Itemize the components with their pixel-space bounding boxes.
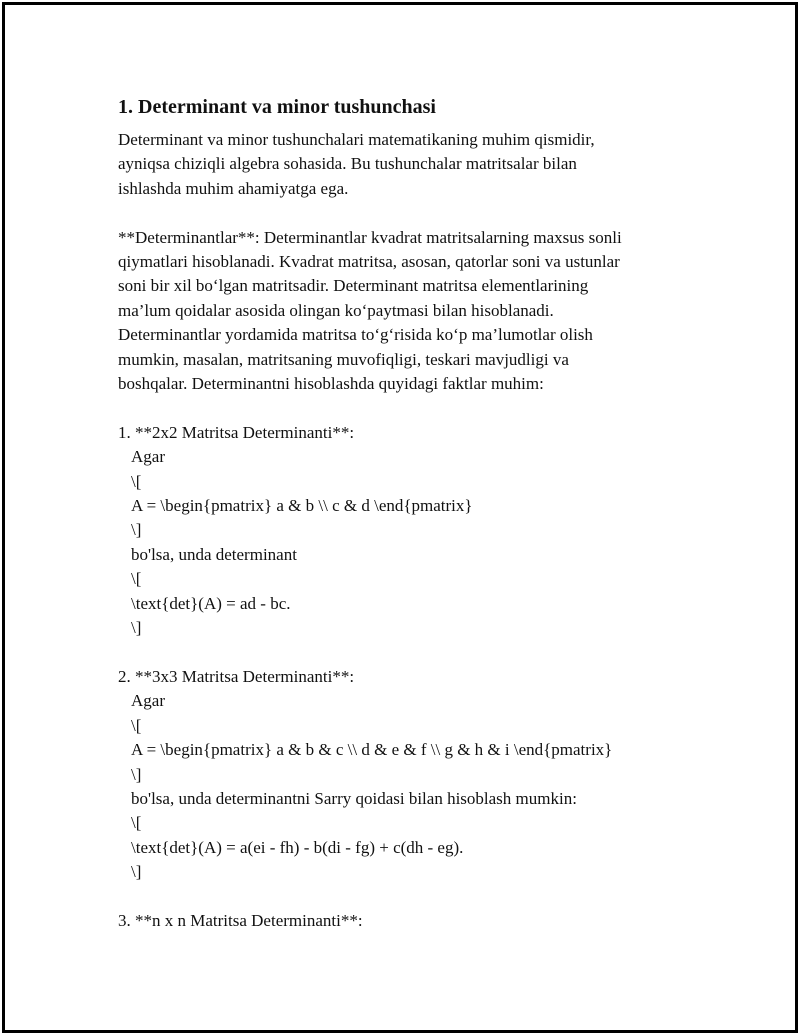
intro-line: ayniqsa chiziqli algebra sohasida. Bu tushunchalar matritsalar bilan <box>118 154 577 174</box>
determinants-line: mumkin, masalan, matritsaning muvofiqligi, teskari mavjudligi va <box>118 349 569 369</box>
formula-line: \] <box>131 618 142 638</box>
formula-line: \text{det}(A) = ad - bc. <box>131 593 291 613</box>
formula-line: Agar <box>131 447 165 467</box>
intro-line: ishlashda muhim ahamiyatga ega. <box>118 178 349 198</box>
intro-paragraph <box>118 128 698 201</box>
list-item-nxn <box>118 909 698 933</box>
list-item-3x3 <box>118 665 698 885</box>
section-title: 1. Determinant va minor tushunchasi <box>118 96 436 118</box>
list-item-2x2 <box>118 421 698 641</box>
list-item-heading: 2. **3x3 Matritsa Determinanti**: <box>118 666 355 686</box>
formula-line: \[ <box>131 471 142 491</box>
list-item-heading: 1. **2x2 Matritsa Determinanti**: <box>118 422 355 442</box>
formula-line: \[ <box>131 715 142 735</box>
determinants-line: **Determinantlar**: Determinantlar kvadrat matritsalarning maxsus sonli <box>118 227 622 247</box>
formula-line: \] <box>131 862 142 882</box>
formula-line: \[ <box>131 813 142 833</box>
intro-line: Determinant va minor tushunchalari matematikaning muhim qismidir, <box>118 130 595 149</box>
formula-line: A = \begin{pmatrix} a & b \\ c & d \end{pmatrix} <box>131 496 473 516</box>
document-body <box>118 94 698 933</box>
list-item-heading: 3. **n x n Matritsa Determinanti**: <box>118 910 363 930</box>
formula-line: \text{det}(A) = a(ei - fh) - b(di - fg) + c(dh - eg). <box>131 837 464 857</box>
determinants-line: qiymatlari hisoblanadi. Kvadrat matritsa, asosan, qatorlar soni va ustunlar <box>118 252 620 272</box>
determinants-line: soni bir xil bo‘lgan matritsadir. Determinant matritsa elementlarining <box>118 276 589 296</box>
formula-line: \] <box>131 764 142 784</box>
formula-line: bo'lsa, unda determinantni Sarry qoidasi bilan hisoblash mumkin: <box>131 788 577 808</box>
formula-line: \[ <box>131 569 142 589</box>
formula-line: Agar <box>131 691 165 711</box>
determinants-line: Determinantlar yordamida matritsa to‘g‘risida ko‘p ma’lumotlar olish <box>118 325 593 345</box>
determinants-line: boshqalar. Determinantni hisoblashda quyidagi faktlar muhim: <box>118 374 544 394</box>
determinants-paragraph <box>118 226 698 397</box>
formula-line: bo'lsa, unda determinant <box>131 544 297 564</box>
determinants-line: ma’lum qoidalar asosida olingan ko‘paytmasi bilan hisoblanadi. <box>118 300 554 320</box>
formula-line: \] <box>131 520 142 540</box>
formula-line: A = \begin{pmatrix} a & b & c \\ d & e & f \\ g & h & i \end{pmatrix} <box>131 740 613 760</box>
